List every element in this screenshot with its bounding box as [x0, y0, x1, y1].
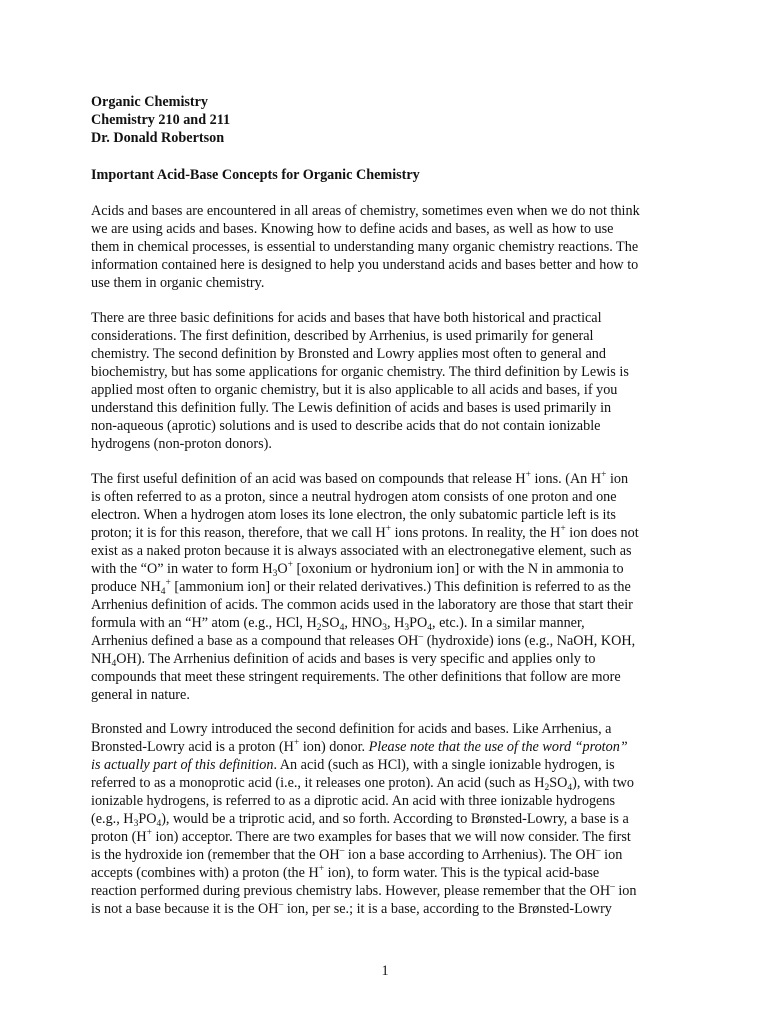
text-line: referred to as a monoprotic acid (i.e., it releases one proton). An acid (such as $H_2SO_4$), with two	[91, 775, 634, 793]
course-name: Organic Chemistry	[91, 94, 209, 110]
page-number: 1	[381, 963, 389, 979]
text-line: use them in organic chemistry.	[91, 275, 265, 291]
text-line: general in nature.	[91, 687, 190, 703]
text-line: Bronsted-Lowry acid is a proton (H+ ion) donor. Please note that the use of the word “proton”	[91, 738, 628, 755]
document-header	[91, 93, 230, 147]
document-title: Important Acid-Base Concepts for Organic Chemistry	[91, 167, 420, 183]
text-line: considerations. The first definition, described by Arrhenius, is used primarily for general	[91, 328, 594, 344]
text-line: produce $NH_4^+$ [ammonium ion] or their related derivatives.) This definition is referred to as the	[91, 578, 631, 597]
text-line: There are three basic definitions for acids and bases that have both historical and practical	[91, 310, 602, 326]
text-line: formula with an “H” atom (e.g., HCl, $H_2SO_4$, $HNO_3$, $H_3PO_4$, etc.). In a similar manner,	[91, 615, 585, 633]
text-line: biochemistry, but has some applications for organic chemistry. The third definition by Lewis is	[91, 364, 629, 380]
text-line: is often referred to as a proton, since a neutral hydrogen atom consists of one proton and one	[91, 489, 617, 505]
text-line: accepts (combines with) a proton (the H+ ion), to form water. This is the typical acid-base	[91, 864, 600, 881]
text-line: proton (H+ ion) acceptor. There are two examples for bases that we will now consider. The first	[91, 828, 631, 845]
text-line: non-aqueous (aprotic) solutions and is used to describe acids that do not contain ionizable	[91, 418, 601, 434]
text-line: applied most often to organic chemistry, but it is also applicable to all acids and bases, if you	[91, 382, 618, 398]
text-line: compounds that meet these stringent requirements. The other definitions that follow are more	[91, 669, 621, 685]
text-line: them in chemical processes, is essential to understanding many organic chemistry reactions. The	[91, 239, 639, 255]
paragraph	[91, 470, 691, 704]
text-line: reaction performed during previous chemistry labs. However, please remember that the OH– ion	[91, 882, 637, 899]
text-line: we are using acids and bases. Knowing how to define acids and bases, as well as how to use	[91, 221, 614, 237]
text-line: with the “O” in water to form $H_3O^+$ [oxonium or hydronium ion] or with the N in ammonia to	[91, 560, 624, 579]
text-line: information contained here is designed to help you understand acids and bases better and how to	[91, 257, 639, 273]
text-line: hydrogens (non-proton donors).	[91, 436, 272, 452]
text-line: Arrhenius defined a base as a compound that releases OH– (hydroxide) ions (e.g., NaOH, KOH,	[91, 632, 636, 649]
text-line: $NH_4OH$). The Arrhenius definition of acids and bases is very specific and applies only to	[91, 651, 596, 669]
text-line: The first useful definition of an acid was based on compounds that release H+ ions. (An H+ ion	[91, 470, 629, 487]
text-line: electron. When a hydrogen atom loses its lone electron, the only subatomic particle left is its	[91, 507, 616, 523]
text-line: is not a base because it is the OH– ion, per se.; it is a base, according to the Brønsted-Lowry	[91, 900, 612, 917]
text-line: is actually part of this definition. An acid (such as HCl), with a single ionizable hydrogen, is	[91, 757, 615, 773]
text-line: chemistry. The second definition by Bronsted and Lowry applies most often to general and	[91, 346, 606, 362]
text-line: is the hydroxide ion (remember that the OH– ion a base according to Arrhenius). The OH– ion	[91, 846, 623, 863]
text-line: ionizable hydrogens, is referred to as a diprotic acid. An acid with three ionizable hydrogens	[91, 793, 615, 809]
text-line: understand this definition fully. The Lewis definition of acids and bases is used primarily in	[91, 400, 612, 416]
text-line: exist as a naked proton because it is always associated with an electronegative element, such as	[91, 543, 632, 559]
course-numbers: Chemistry 210 and 211	[91, 112, 231, 128]
instructor-name: Dr. Donald Robertson	[91, 130, 225, 146]
text-line: Bronsted and Lowry introduced the second definition for acids and bases. Like Arrhenius, a	[91, 721, 612, 737]
paragraph	[91, 309, 691, 453]
text-line: Arrhenius definition of acids. The common acids used in the laboratory are those that start their	[91, 597, 633, 613]
paragraph	[91, 720, 691, 918]
text-line: Acids and bases are encountered in all areas of chemistry, sometimes even when we do not think	[91, 203, 640, 219]
text-line: proton; it is for this reason, therefore, that we call H+ ions protons. In reality, the H+ ion does not	[91, 524, 639, 541]
paragraph	[91, 202, 691, 292]
text-line: (e.g., $H_3PO_4$), would be a triprotic acid, and so forth. According to Brønsted-Lowry, a base is a	[91, 811, 629, 829]
